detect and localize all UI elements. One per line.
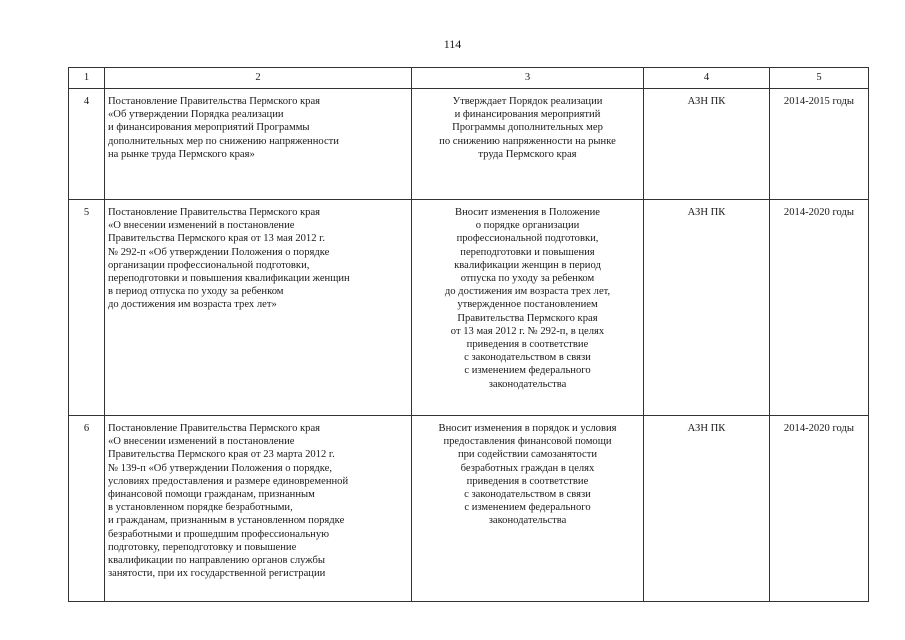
column-header-3: 3	[412, 68, 644, 89]
text-line: Вносит изменения в Положение	[455, 207, 600, 218]
text-line: Программы дополнительных мер	[452, 122, 603, 134]
text-line: до достижения им возраста трех лет»	[108, 299, 277, 311]
column-header-2: 2	[105, 68, 412, 89]
document-description	[412, 89, 644, 200]
text-line: подготовку, переподготовку и повышение	[108, 541, 297, 553]
text-line: в период отпуска по уходу за ребенком	[108, 286, 284, 298]
text-line: законодательства	[488, 515, 567, 527]
text-line: с изменением федерального	[464, 502, 591, 514]
text-line: и гражданам, признанным в установленном порядке	[108, 515, 345, 527]
text-line: дополнительных мер по снижению напряженности	[108, 135, 339, 147]
table-row	[69, 416, 869, 602]
text-line: отпуска по уходу за ребенком	[460, 273, 595, 285]
period: 2014-2020 годы	[770, 416, 869, 602]
table-row	[69, 200, 869, 416]
text-line: «О внесении изменений в постановление	[108, 220, 295, 232]
text-line: переподготовки и повышения квалификации женщин	[108, 273, 350, 285]
text-line: о порядке организации	[475, 220, 580, 232]
text-line: № 292-п «Об утверждении Положения о порядке	[108, 246, 330, 258]
text-line: на рынке труда Пермского края»	[108, 148, 255, 160]
document-title	[105, 200, 412, 416]
text-line: Правительства Пермского края	[457, 312, 598, 324]
text-line: финансовой помощи гражданам, признанным	[108, 489, 315, 501]
text-line: Правительства Пермского края от 13 мая 2012 г.	[108, 233, 325, 245]
executor: АЗН ПК	[644, 200, 770, 416]
text-line: безработных граждан в целях	[460, 462, 595, 474]
text-line: «О внесении изменений в постановление	[108, 436, 295, 448]
executor: АЗН ПК	[644, 416, 770, 602]
text-line: Постановление Правительства Пермского края	[108, 207, 321, 218]
text-line: по снижению напряженности на рынке	[439, 135, 616, 147]
text-line: квалификации женщин в период	[454, 259, 601, 271]
text-line: приведения в соответствие	[466, 339, 589, 351]
regulations-table	[68, 67, 869, 602]
text-line: труда Пермского края	[478, 148, 577, 160]
text-line: от 13 мая 2012 г. № 292-п, в целях	[450, 325, 605, 337]
column-header-4: 4	[644, 68, 770, 89]
document-title	[105, 89, 412, 200]
text-line: в установленном порядке безработными,	[108, 502, 293, 514]
text-line: предоставления финансовой помощи	[443, 436, 612, 448]
period: 2014-2020 годы	[770, 200, 869, 416]
row-number: 6	[69, 416, 105, 602]
document-title	[105, 416, 412, 602]
text-line: Правительства Пермского края от 23 марта 2012 г.	[108, 449, 335, 461]
page-number: 114	[443, 37, 462, 51]
text-line: до достижения им возраста трех лет,	[444, 286, 611, 298]
column-header-1: 1	[69, 68, 105, 89]
executor: АЗН ПК	[644, 89, 770, 200]
text-line: занятости, при их государственной регистрации	[108, 568, 326, 580]
text-line: и финансирования мероприятий Программы	[108, 122, 310, 134]
text-line: с законодательством в связи	[464, 489, 591, 501]
column-header-5: 5	[770, 68, 869, 89]
document-description	[412, 416, 644, 602]
row-number: 4	[69, 89, 105, 200]
text-line: приведения в соответствие	[466, 475, 589, 487]
text-line: с изменением федерального	[464, 365, 591, 377]
text-line: Постановление Правительства Пермского края	[108, 423, 321, 434]
text-line: профессиональной подготовки,	[456, 233, 599, 245]
text-line: организации профессиональной подготовки,	[108, 259, 310, 271]
table-row	[69, 89, 869, 200]
text-line: Вносит изменения в порядок и условия	[438, 423, 617, 434]
text-line: условиях предоставления и размере единовременной	[108, 475, 349, 487]
text-line: законодательства	[488, 378, 567, 390]
text-line: переподготовки и повышения	[460, 246, 595, 258]
text-line: утвержденное постановлением	[457, 299, 598, 311]
text-line: «Об утверждении Порядка реализации	[108, 109, 284, 121]
row-number: 5	[69, 200, 105, 416]
table-header-row	[69, 68, 869, 89]
text-line: Постановление Правительства Пермского края	[108, 96, 321, 107]
text-line: № 139-п «Об утверждении Положения о порядке,	[108, 462, 332, 474]
text-line: и финансирования мероприятий	[454, 109, 601, 121]
text-line: Утверждает Порядок реализации	[452, 96, 603, 107]
period: 2014-2015 годы	[770, 89, 869, 200]
text-line: при содействии самозанятости	[457, 449, 598, 461]
text-line: с законодательством в связи	[464, 352, 591, 364]
document-description	[412, 200, 644, 416]
text-line: безработными и прошедшим профессиональную	[108, 528, 330, 540]
text-line: квалификации по направлению органов службы	[108, 555, 325, 567]
